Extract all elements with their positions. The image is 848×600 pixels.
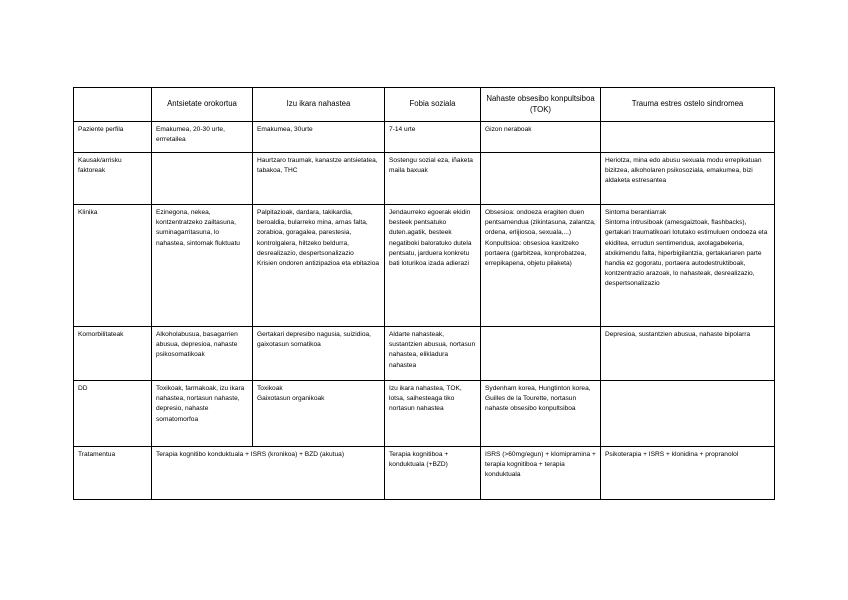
table-cell [152, 153, 253, 205]
table-cell [481, 327, 601, 381]
table-cell: Terapia kognitibo konduktuala + ISRS (kronikoa) + BZD (akutua) [152, 447, 385, 500]
table-row [74, 381, 775, 447]
column-header: Nahaste obsesibo konpultsiboa (TOK) [481, 88, 601, 122]
table-cell: Sostengu sozial eza, iñaketa maila baxuak [385, 153, 481, 205]
table-cell: Toxikoak Gaixotasun organikoak [253, 381, 385, 447]
table-cell: Palpitazioak, dardara, takikardia, beroaldia, bularreko mina, arnas falta, zorabioa, goragalea, parestesia, kontrolgalera, hiltzeko beldurra, desrealizazio, despertsonalizazio Krisien ondoren antizipazioa eta ebitazioa [253, 205, 385, 327]
row-header: Paziente perfila [74, 122, 152, 153]
table-cell: ISRS (>60mg/egun) + klomipramina + terapia kognitiboa + terapia konduktuala [481, 447, 601, 500]
column-header: Trauma estres ostelo sindromea [601, 88, 775, 122]
table-cell: 7-14 urte [385, 122, 481, 153]
table-row [74, 327, 775, 381]
table-cell: Emakumea, 20-30 urte, errretailea [152, 122, 253, 153]
comparison-table [73, 87, 775, 500]
table-cell: Obsesioa: ondoeza eragiten duen pentsamendua (zikintasuna, zalantza, ordena, erlijiosoa, sexuala,...) Konpultsioa: obsesioa kaxitzeko portaera (garbitzea, konprobatzea, errepikapena, objetu pilaketa) [481, 205, 601, 327]
table-cell: Jendaurreko egoerak ekidin besteek pentsatuko duten.agatik, besteek negatiboki baloratuko dutela pentsatu, jarduera konkretu bati loturikoa izada adierazi [385, 205, 481, 327]
row-header: Klinika [74, 205, 152, 327]
table-cell: Sydenham korea, Hungtinton korea, Guilles de la Tourette, nortasun nahaste obsesibo konpultsiboa [481, 381, 601, 447]
table-row [74, 205, 775, 327]
table-cell [601, 122, 775, 153]
table-cell: Gizon neraboak [481, 122, 601, 153]
table-cell: Heriotza, mina edo abusu sexuala modu errepikatuan bizitzea, alkoholaren psikosoziala, emakumea, bizi aldaketa estresanteа [601, 153, 775, 205]
table-cell [481, 153, 601, 205]
table-cell: Toxikoak, farmakoak, izu ikara nahastea, nortasun nahaste, depresio, nahaste somatomorfoa [152, 381, 253, 447]
column-header: Fobia soziala [385, 88, 481, 122]
table-cell: Haurtzaro traumak, kanastze antsietatea, tabakoa, THC [253, 153, 385, 205]
column-header: Antsietate orokortua [152, 88, 253, 122]
table-row [74, 153, 775, 205]
table-cell [601, 381, 775, 447]
column-header: Izu ikara nahastea [253, 88, 385, 122]
table-cell: Sintoma berantiarrak Sintoma intrusiboak (amesgaiztoak, flashbacks), gertakari traumatikoari lotutako estimuluen ondoeza eta ekiditea, errudun sentimendua, axolagabekeria, atxikimendu falta, hiperbigilantzia, gertakariaren parte handia ez gogoratu, portaera autodestruktiboak, kontzentrazio arazoak, lo nahasteak, desrealizazio, despertsonalizazio [601, 205, 775, 327]
table-cell: Aldarte nahasteak, sustantzien abusua, nortasun nahastea, elikladura nahastea [385, 327, 481, 381]
table-header-row [74, 88, 775, 122]
table-row [74, 122, 775, 153]
table-cell: Terapia kognitiboa + konduktuala (+BZD) [385, 447, 481, 500]
table-row [74, 447, 775, 500]
table-cell: Psikoterapia + ISRS + klonidina + propranolol [601, 447, 775, 500]
table-cell: Emakumea, 30urte [253, 122, 385, 153]
row-header: Tratamentua [74, 447, 152, 500]
row-header: DD [74, 381, 152, 447]
table-cell: Depresioa, sustantzien abusua, nahaste bipolarra [601, 327, 775, 381]
row-header: Komorbilitateak [74, 327, 152, 381]
column-header [74, 88, 152, 122]
row-header: Kausak/arrisku faktoreak [74, 153, 152, 205]
table-cell: Alkoholabusua, basagarrien abusua, depresioa, nahaste psikosomatikoak [152, 327, 253, 381]
table-cell: Gertakari depresibo nagusia, suizidioa, gaixotasun somatikoa [253, 327, 385, 381]
table-cell: Ezinegona, nekea, kontzentratzeko zailtasuna, suminagarritasuna, lo nahastea, sintomak fluktuatu [152, 205, 253, 327]
table-cell: Izu ikara nahastea, TOK, lotsa, saihesteaga tiko nortasun nahastea [385, 381, 481, 447]
